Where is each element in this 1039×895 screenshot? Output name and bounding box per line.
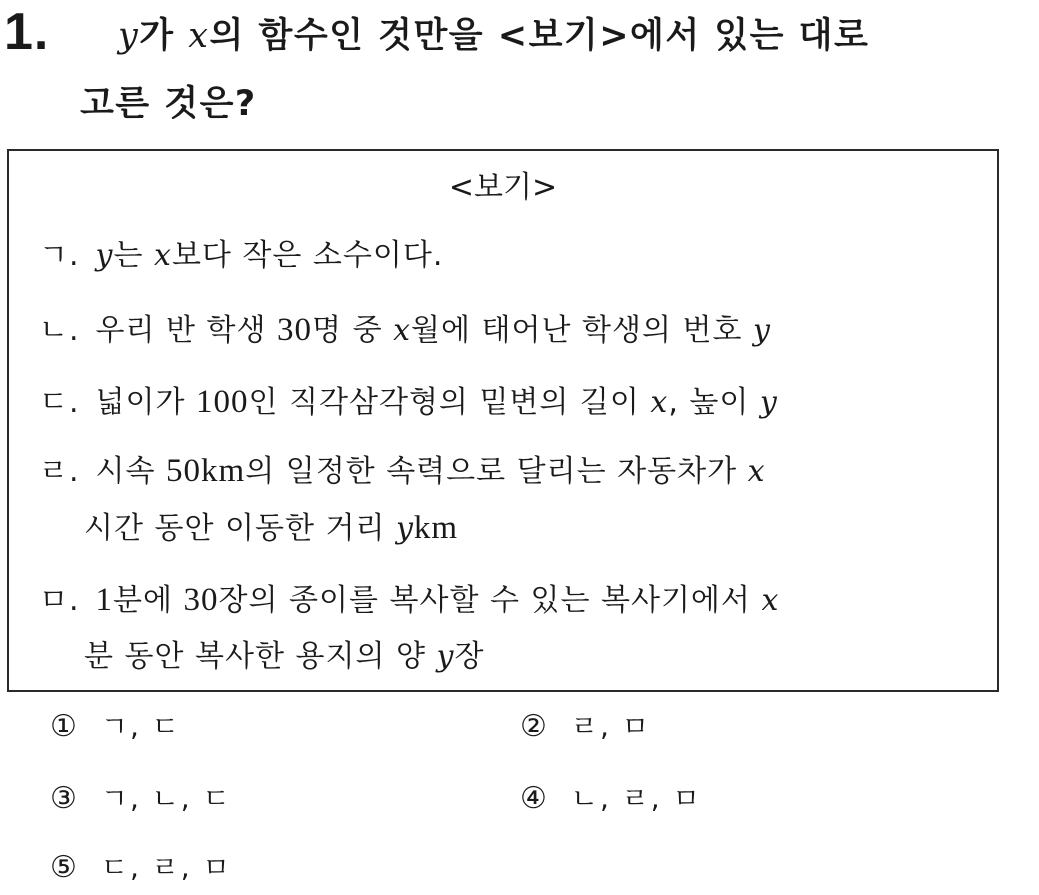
item-number: 100: [196, 384, 249, 420]
choice-number: ②: [520, 709, 549, 744]
choice-number: ③: [50, 781, 79, 816]
item-text: , 높이: [668, 385, 760, 420]
question-text-fragment: 가: [139, 16, 189, 56]
item-text: 시속: [95, 454, 167, 489]
variable-x: x: [154, 238, 172, 273]
item-text: 보다 작은 소수이다.: [171, 238, 444, 273]
item-unit: km: [413, 510, 459, 546]
item-unit: km: [201, 453, 246, 489]
choice-text: ㄷ, ㄹ, ㅁ: [100, 851, 232, 884]
choice-4[interactable]: [520, 779, 702, 819]
item-marker: ㄹ.: [39, 454, 80, 489]
variable-y: y: [395, 511, 414, 546]
item-text: 장의 종이를 복사할 수 있는 복사기에서: [218, 583, 762, 618]
item-text: 의 일정한 속력으로 달리는 자동차가: [245, 454, 748, 489]
example-item-digeut: [39, 382, 778, 423]
example-item-rieul-cont: [84, 508, 458, 549]
example-item-mieum-cont: [84, 637, 484, 677]
question-text-fragment: 의 함수인 것만을 <보기>에서 있는 대로: [209, 16, 870, 56]
item-number: 30: [183, 582, 219, 618]
item-marker: ㄷ.: [39, 385, 80, 420]
choice-text: ㄹ, ㅁ: [570, 710, 651, 743]
choice-3[interactable]: [50, 779, 232, 819]
item-number: 50: [166, 453, 202, 489]
item-marker: ㄱ.: [39, 238, 80, 273]
item-text: 인 직각삼각형의 밑변의 길이: [248, 385, 651, 420]
variable-y: y: [752, 313, 771, 348]
variable-y: y: [95, 238, 114, 273]
choice-5[interactable]: [50, 848, 232, 888]
item-marker: ㄴ.: [39, 313, 80, 348]
question-text-line2: 고른 것은?: [80, 84, 257, 124]
item-text: 분에: [113, 583, 184, 618]
item-number: 1: [95, 582, 114, 618]
item-text: 우리 반 학생: [95, 313, 278, 348]
item-number: 30: [277, 312, 313, 348]
variable-x: x: [747, 454, 766, 489]
item-text: 분 동안 복사한 용지의 양: [84, 639, 437, 674]
choice-text: ㄱ, ㄴ, ㄷ: [100, 782, 232, 815]
example-item-nieun: [39, 310, 771, 351]
item-marker: ㅁ.: [39, 583, 80, 618]
example-item-giyeok: [39, 236, 443, 276]
item-text: 장: [454, 639, 485, 674]
variable-y: y: [118, 16, 140, 56]
question-number: 1.: [4, 3, 50, 61]
item-text: 시간 동안 이동한 거리: [84, 511, 396, 546]
item-text: 월에 태어난 학생의 번호: [411, 313, 753, 348]
variable-y: y: [436, 639, 455, 674]
example-box: [7, 149, 999, 692]
variable-x: x: [650, 385, 669, 420]
variable-y: y: [759, 385, 778, 420]
choice-1[interactable]: [50, 707, 181, 747]
example-item-rieul: [39, 451, 766, 492]
choice-number: ①: [50, 709, 79, 744]
variable-x: x: [393, 313, 412, 348]
choice-text: ㄱ, ㄷ: [100, 710, 181, 743]
item-text: 는: [113, 238, 155, 273]
choice-number: ④: [520, 781, 549, 816]
choice-number: ⑤: [50, 850, 79, 885]
question-text-line1: [118, 14, 869, 58]
variable-x: x: [188, 16, 210, 56]
item-text: 명 중: [312, 313, 394, 348]
example-item-mieum: [39, 580, 779, 621]
item-text: 넓이가: [95, 385, 197, 420]
choice-2[interactable]: [520, 707, 651, 747]
variable-x: x: [761, 583, 780, 618]
choice-text: ㄴ, ㄹ, ㅁ: [570, 782, 702, 815]
example-box-title: <보기>: [448, 170, 558, 205]
